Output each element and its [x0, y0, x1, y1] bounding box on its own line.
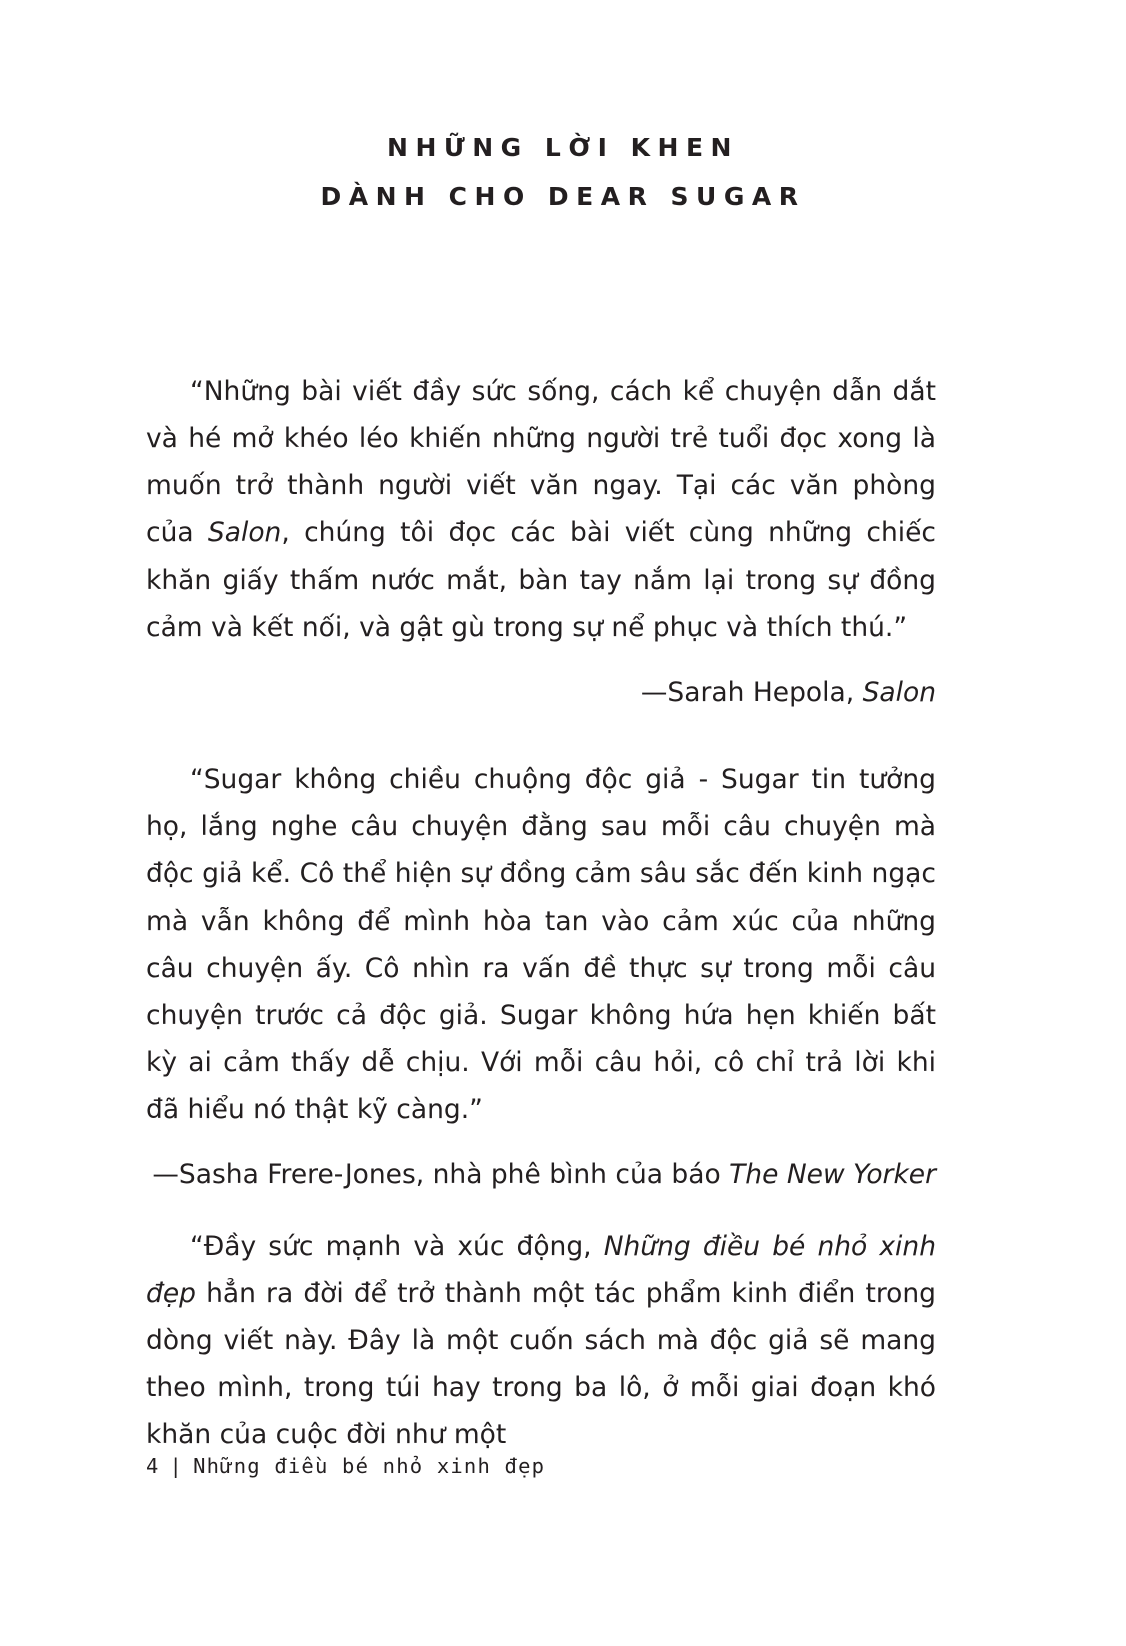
heading-line-2: DÀNH CHO DEAR SUGAR: [320, 181, 806, 211]
quote-3-text-before: “Đầy sức mạnh và xúc động,: [190, 1230, 604, 1262]
page-heading: [0, 126, 1126, 219]
attribution-2-italic: The New Yorker: [729, 1159, 936, 1191]
quote-1-text-before: “Những bài viết đầy sức sống, cách kể chuyện dẫn dắt và hé mở khéo léo khiến những người trẻ tuổi đọc xong là muốn trở thành người viết văn ngay. Tại các văn phòng của: [146, 376, 936, 549]
attribution-2: [146, 1151, 936, 1198]
attribution-2-before: —Sasha Frere-Jones, nhà phê bình của báo: [152, 1159, 730, 1191]
page-body: [146, 368, 936, 1458]
spacer: [146, 1199, 936, 1223]
heading-line-1: NHỮNG LỜI KHEN: [387, 133, 739, 162]
quote-3-text-after: hẳn ra đời để trở thành một tác phẩm kinh điển trong dòng viết này. Đây là một cuốn sách mà độc giả sẽ mang theo mình, trong túi hay trong ba lô, ở mỗi giai đoạn khó khăn của cuộc đời như một: [146, 1277, 936, 1451]
quote-3-italic: Những điều bé nhỏ xinh đẹp: [146, 1230, 936, 1309]
attribution-1-before: —Sarah Hepola,: [640, 676, 863, 708]
footer-separator: |: [169, 1454, 184, 1478]
quote-1: [146, 368, 936, 651]
quote-2-text-before: “Sugar không chiều chuộng độc giả - Sugar tin tưởng họ, lắng nghe câu chuyện đằng sau mỗi câu chuyện mà độc giả kể. Cô thể hiện sự đồng cảm sâu sắc đến kinh ngạc mà vẫn không để mình hòa tan vào cảm xúc của những câu chuyện ấy. Cô nhìn ra vấn đề thực sự trong mỗi câu chuyện trước cả độc giả. Sugar không hứa hẹn khiến bất kỳ ai cảm thấy dễ chịu. Với mỗi câu hỏi, cô chỉ trả lời khi đã hiểu nó thật kỹ càng.”: [146, 764, 936, 1126]
attribution-1: [146, 669, 936, 716]
quote-3: [146, 1223, 936, 1459]
quote-1-italic: Salon: [207, 517, 282, 549]
page-footer: [146, 1454, 545, 1478]
attribution-1-italic: Salon: [862, 676, 936, 708]
quote-1-text-after: , chúng tôi đọc các bài viết cùng những chiếc khăn giấy thấm nước mắt, bàn tay nắm lại trong sự đồng cảm và kết nối, và gật gù trong sự nể phục và thích thú.”: [146, 517, 937, 643]
footer-book-title: Những điều bé nhỏ xinh đẹp: [193, 1454, 546, 1478]
quote-2: [146, 756, 936, 1133]
spacer: [146, 716, 936, 756]
footer-page-number: 4: [146, 1454, 160, 1478]
